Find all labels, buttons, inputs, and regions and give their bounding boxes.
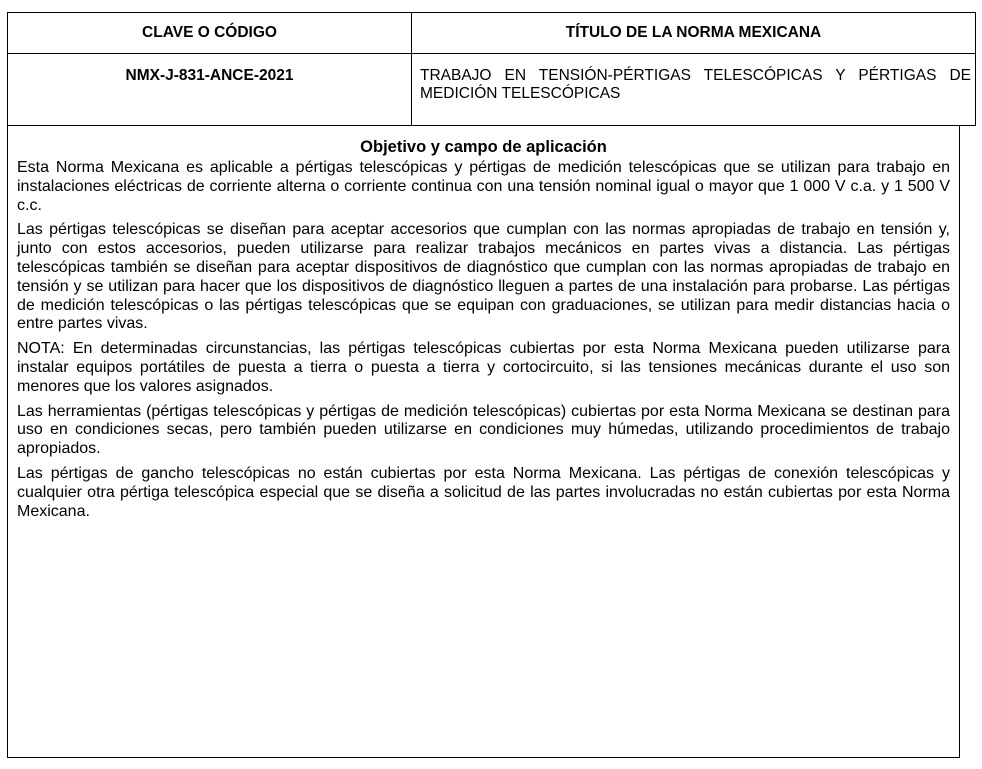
scope-paragraph: Las pértigas telescópicas se diseñan para aceptar accesorios que cumplan con las normas apropiadas de trabajo en tensión y, junto con estos accesorios, pueden utilizarse para realizar trabajos mecánicos en partes vivas a distancia. Las pértigas telescópicas también se diseñan para aceptar dispositivos de diagnóstico que cumplan con las normas apropiadas de trabajo en tensión y se utilizan para hacer que los dispositivos de diagnóstico lleguen a partes de una instalación para probarse. Las pértigas de medición telescópicas o las pértigas telescópicas que se equipan con graduaciones, se utilizan para medir distancias hacia o entre partes vivas. [17, 221, 950, 333]
cropped-glyph-remnant [142, 0, 202, 6]
col-header-code: CLAVE O CÓDIGO [8, 13, 412, 54]
cropped-text-fragment [0, 0, 982, 12]
section-title: Objetivo y campo de aplicación [360, 138, 607, 156]
scope-paragraph: Las pértigas de gancho telescópicas no están cubiertas por esta Norma Mexicana. Las pértigas de conexión telescópicas y cualquier otra pértiga telescópica especial que se diseña a solicitud de las partes involucradas no están cubiertas por esta Norma Mexicana. [17, 464, 950, 520]
norm-row [8, 54, 976, 126]
scope-paragraph: Las herramientas (pértigas telescópicas y pértigas de medición telescópicas) cubiertas por esta Norma Mexicana se destinan para uso en condiciones secas, pero también pueden utilizarse en condiciones muy húmedas, utilizando procedimientos de trabajo apropiados. [17, 402, 950, 458]
norm-header-table [7, 12, 976, 126]
norm-code: NMX-J-831-ANCE-2021 [8, 54, 412, 126]
norm-title: TRABAJO EN TENSIÓN-PÉRTIGAS TELESCÓPICAS Y PÉRTIGAS DE MEDICIÓN TELESCÓPICAS [412, 54, 976, 126]
scope-section [7, 125, 960, 758]
col-header-title: TÍTULO DE LA NORMA MEXICANA [412, 13, 976, 54]
header-row [8, 13, 976, 54]
note-paragraph: NOTA: En determinadas circunstancias, las pértigas telescópicas cubiertas por esta Norma Mexicana pueden utilizarse para instalar equipos portátiles de puesta a tierra o puesta a tierra y cortocircuito, si las tensiones mecánicas durante el uso son menores que los valores asignados. [17, 340, 950, 395]
scope-paragraph: Esta Norma Mexicana es aplicable a pértigas telescópicas y pértigas de medición telescópicas que se utilizan para trabajo en instalaciones eléctricas de corriente alterna o corriente continua con una tensión nominal igual o mayor que 1 000 V c.a. y 1 500 V c.c. [17, 159, 950, 214]
